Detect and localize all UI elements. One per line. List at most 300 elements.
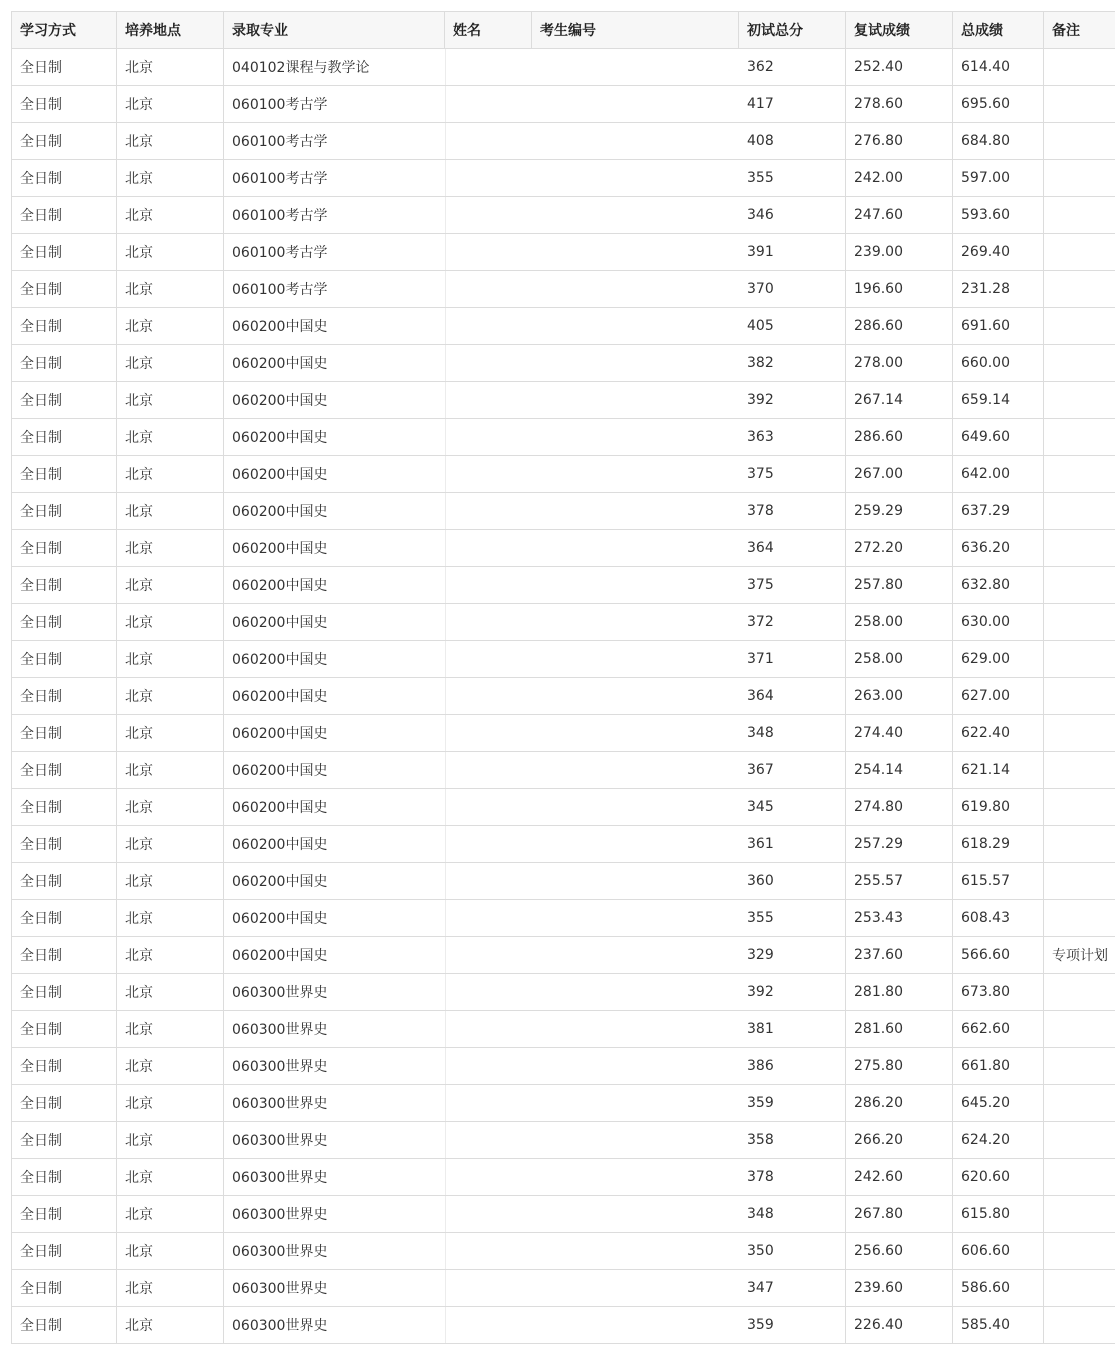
cell-name bbox=[445, 493, 532, 529]
table-row bbox=[11, 234, 1115, 271]
cell-major: 060100考古学 bbox=[232, 208, 328, 224]
cell-candidate-id bbox=[532, 123, 739, 159]
cell-remarks bbox=[1044, 123, 1115, 159]
cell-study-mode: 全日制 bbox=[11, 604, 117, 640]
cell-total-score: 585.40 bbox=[953, 1307, 1044, 1343]
cell-major: 060200中国史 bbox=[232, 800, 328, 816]
cell-initial-score: 405 bbox=[739, 308, 846, 344]
cell-retest-score: 263.00 bbox=[846, 678, 953, 714]
cell-initial-score: 417 bbox=[739, 86, 846, 122]
cell-name bbox=[445, 1196, 532, 1232]
cell-study-mode: 全日制 bbox=[11, 752, 117, 788]
cell-name bbox=[445, 974, 532, 1010]
table-row bbox=[11, 308, 1115, 345]
cell-total-score: 630.00 bbox=[953, 604, 1044, 640]
cell-study-mode: 全日制 bbox=[11, 1233, 117, 1269]
cell-remarks bbox=[1044, 715, 1115, 751]
cell-retest-score: 267.80 bbox=[846, 1196, 953, 1232]
cell-initial-score: 372 bbox=[739, 604, 846, 640]
cell-candidate-id bbox=[532, 641, 739, 677]
cell-retest-score: 253.43 bbox=[846, 900, 953, 936]
cell-study-mode: 全日制 bbox=[11, 937, 117, 973]
cell-total-score: 231.28 bbox=[953, 271, 1044, 307]
cell-major: 060100考古学 bbox=[232, 171, 328, 187]
cell-study-mode: 全日制 bbox=[11, 419, 117, 455]
cell-study-mode: 全日制 bbox=[11, 1196, 117, 1232]
cell-candidate-id bbox=[532, 86, 739, 122]
cell-major: 060200中国史 bbox=[232, 948, 328, 964]
cell-name bbox=[445, 604, 532, 640]
cell-total-score: 618.29 bbox=[953, 826, 1044, 862]
cell-total-score: 622.40 bbox=[953, 715, 1044, 751]
cell-location: 北京 bbox=[117, 1196, 224, 1232]
header-candidate-id: 考生编号 bbox=[532, 12, 739, 48]
cell-initial-score: 360 bbox=[739, 863, 846, 899]
cell-major: 060200中国史 bbox=[232, 911, 328, 927]
cell-location: 北京 bbox=[117, 197, 224, 233]
cell-location: 北京 bbox=[117, 49, 224, 85]
cell-major: 060300世界史 bbox=[232, 1059, 328, 1075]
cell-candidate-id bbox=[532, 1011, 739, 1047]
cell-study-mode: 全日制 bbox=[11, 1011, 117, 1047]
cell-study-mode: 全日制 bbox=[11, 234, 117, 270]
table-row bbox=[11, 1307, 1115, 1344]
cell-total-score: 645.20 bbox=[953, 1085, 1044, 1121]
cell-initial-score: 378 bbox=[739, 493, 846, 529]
cell-remarks bbox=[1044, 1196, 1115, 1232]
cell-candidate-id bbox=[532, 1122, 739, 1158]
cell-location: 北京 bbox=[117, 1122, 224, 1158]
cell-study-mode: 全日制 bbox=[11, 678, 117, 714]
cell-location: 北京 bbox=[117, 160, 224, 196]
cell-retest-score: 256.60 bbox=[846, 1233, 953, 1269]
cell-remarks bbox=[1044, 1085, 1115, 1121]
cell-name bbox=[445, 456, 532, 492]
cell-location: 北京 bbox=[117, 86, 224, 122]
cell-location: 北京 bbox=[117, 345, 224, 381]
cell-major: 060200中国史 bbox=[232, 541, 328, 557]
cell-retest-score: 281.60 bbox=[846, 1011, 953, 1047]
cell-retest-score: 274.80 bbox=[846, 789, 953, 825]
cell-remarks bbox=[1044, 1011, 1115, 1047]
cell-candidate-id bbox=[532, 271, 739, 307]
cell-candidate-id bbox=[532, 678, 739, 714]
table-row bbox=[11, 715, 1115, 752]
header-major: 录取专业 bbox=[224, 12, 445, 48]
table-row bbox=[11, 345, 1115, 382]
cell-candidate-id bbox=[532, 345, 739, 381]
cell-remarks bbox=[1044, 900, 1115, 936]
cell-retest-score: 275.80 bbox=[846, 1048, 953, 1084]
cell-total-score: 608.43 bbox=[953, 900, 1044, 936]
cell-retest-score: 286.20 bbox=[846, 1085, 953, 1121]
cell-initial-score: 361 bbox=[739, 826, 846, 862]
cell-location: 北京 bbox=[117, 789, 224, 825]
cell-total-score: 621.14 bbox=[953, 752, 1044, 788]
cell-remarks bbox=[1044, 382, 1115, 418]
cell-study-mode: 全日制 bbox=[11, 456, 117, 492]
cell-total-score: 660.00 bbox=[953, 345, 1044, 381]
cell-name bbox=[445, 1270, 532, 1306]
cell-initial-score: 392 bbox=[739, 974, 846, 1010]
cell-remarks bbox=[1044, 974, 1115, 1010]
table-row bbox=[11, 49, 1115, 86]
cell-retest-score: 258.00 bbox=[846, 641, 953, 677]
cell-study-mode: 全日制 bbox=[11, 974, 117, 1010]
cell-candidate-id bbox=[532, 1159, 739, 1195]
cell-major: 060200中国史 bbox=[232, 319, 328, 335]
cell-initial-score: 358 bbox=[739, 1122, 846, 1158]
cell-location: 北京 bbox=[117, 715, 224, 751]
cell-remarks bbox=[1044, 1122, 1115, 1158]
cell-total-score: 620.60 bbox=[953, 1159, 1044, 1195]
cell-remarks bbox=[1044, 1270, 1115, 1306]
cell-study-mode: 全日制 bbox=[11, 863, 117, 899]
cell-major: 060200中国史 bbox=[232, 504, 328, 520]
cell-initial-score: 329 bbox=[739, 937, 846, 973]
cell-total-score: 632.80 bbox=[953, 567, 1044, 603]
cell-total-score: 637.29 bbox=[953, 493, 1044, 529]
cell-location: 北京 bbox=[117, 1270, 224, 1306]
cell-retest-score: 286.60 bbox=[846, 308, 953, 344]
cell-location: 北京 bbox=[117, 752, 224, 788]
cell-location: 北京 bbox=[117, 493, 224, 529]
cell-initial-score: 382 bbox=[739, 345, 846, 381]
cell-retest-score: 272.20 bbox=[846, 530, 953, 566]
cell-study-mode: 全日制 bbox=[11, 1048, 117, 1084]
cell-major: 060200中国史 bbox=[232, 356, 328, 372]
admission-table bbox=[11, 11, 1115, 1344]
cell-study-mode: 全日制 bbox=[11, 567, 117, 603]
cell-candidate-id bbox=[532, 493, 739, 529]
table-row bbox=[11, 678, 1115, 715]
cell-initial-score: 381 bbox=[739, 1011, 846, 1047]
table-row bbox=[11, 493, 1115, 530]
cell-major: 060200中国史 bbox=[232, 615, 328, 631]
cell-major: 060300世界史 bbox=[232, 1318, 328, 1334]
cell-initial-score: 386 bbox=[739, 1048, 846, 1084]
table-row bbox=[11, 86, 1115, 123]
cell-initial-score: 370 bbox=[739, 271, 846, 307]
cell-candidate-id bbox=[532, 160, 739, 196]
cell-name bbox=[445, 1085, 532, 1121]
cell-total-score: 642.00 bbox=[953, 456, 1044, 492]
cell-total-score: 662.60 bbox=[953, 1011, 1044, 1047]
cell-candidate-id bbox=[532, 863, 739, 899]
cell-candidate-id bbox=[532, 715, 739, 751]
cell-name bbox=[445, 715, 532, 751]
cell-study-mode: 全日制 bbox=[11, 382, 117, 418]
cell-candidate-id bbox=[532, 604, 739, 640]
cell-remarks bbox=[1044, 567, 1115, 603]
cell-remarks bbox=[1044, 826, 1115, 862]
cell-location: 北京 bbox=[117, 419, 224, 455]
cell-retest-score: 252.40 bbox=[846, 49, 953, 85]
cell-candidate-id bbox=[532, 752, 739, 788]
cell-candidate-id bbox=[532, 308, 739, 344]
cell-remarks bbox=[1044, 197, 1115, 233]
cell-candidate-id bbox=[532, 826, 739, 862]
table-row bbox=[11, 604, 1115, 641]
cell-name bbox=[445, 271, 532, 307]
header-study-mode: 学习方式 bbox=[11, 12, 117, 48]
cell-name bbox=[445, 678, 532, 714]
cell-initial-score: 348 bbox=[739, 715, 846, 751]
cell-retest-score: 257.29 bbox=[846, 826, 953, 862]
table-row bbox=[11, 567, 1115, 604]
cell-total-score: 615.57 bbox=[953, 863, 1044, 899]
cell-remarks bbox=[1044, 345, 1115, 381]
cell-study-mode: 全日制 bbox=[11, 197, 117, 233]
cell-retest-score: 196.60 bbox=[846, 271, 953, 307]
cell-major: 060300世界史 bbox=[232, 1096, 328, 1112]
header-total-score: 总成绩 bbox=[953, 12, 1044, 48]
cell-retest-score: 258.00 bbox=[846, 604, 953, 640]
cell-major: 060200中国史 bbox=[232, 726, 328, 742]
cell-remarks bbox=[1044, 1307, 1115, 1343]
cell-major: 060200中国史 bbox=[232, 393, 328, 409]
cell-total-score: 624.20 bbox=[953, 1122, 1044, 1158]
cell-candidate-id bbox=[532, 530, 739, 566]
cell-location: 北京 bbox=[117, 826, 224, 862]
table-row bbox=[11, 789, 1115, 826]
cell-remarks bbox=[1044, 678, 1115, 714]
cell-total-score: 615.80 bbox=[953, 1196, 1044, 1232]
cell-retest-score: 237.60 bbox=[846, 937, 953, 973]
cell-total-score: 684.80 bbox=[953, 123, 1044, 159]
cell-remarks bbox=[1044, 1048, 1115, 1084]
cell-name bbox=[445, 1011, 532, 1047]
cell-initial-score: 363 bbox=[739, 419, 846, 455]
cell-study-mode: 全日制 bbox=[11, 826, 117, 862]
cell-name bbox=[445, 1233, 532, 1269]
cell-name bbox=[445, 567, 532, 603]
cell-major: 060100考古学 bbox=[232, 245, 328, 261]
cell-remarks bbox=[1044, 160, 1115, 196]
cell-location: 北京 bbox=[117, 567, 224, 603]
cell-major: 060300世界史 bbox=[232, 1244, 328, 1260]
cell-initial-score: 375 bbox=[739, 567, 846, 603]
cell-remarks bbox=[1044, 234, 1115, 270]
cell-location: 北京 bbox=[117, 1307, 224, 1343]
table-row bbox=[11, 419, 1115, 456]
cell-name bbox=[445, 1122, 532, 1158]
cell-total-score: 636.20 bbox=[953, 530, 1044, 566]
cell-major: 060300世界史 bbox=[232, 1022, 328, 1038]
cell-retest-score: 267.00 bbox=[846, 456, 953, 492]
cell-major: 040102课程与教学论 bbox=[232, 60, 370, 76]
table-row bbox=[11, 197, 1115, 234]
cell-location: 北京 bbox=[117, 937, 224, 973]
cell-candidate-id bbox=[532, 1233, 739, 1269]
cell-major: 060100考古学 bbox=[232, 134, 328, 150]
cell-study-mode: 全日制 bbox=[11, 641, 117, 677]
cell-study-mode: 全日制 bbox=[11, 530, 117, 566]
cell-study-mode: 全日制 bbox=[11, 123, 117, 159]
cell-retest-score: 254.14 bbox=[846, 752, 953, 788]
cell-total-score: 269.40 bbox=[953, 234, 1044, 270]
cell-retest-score: 281.80 bbox=[846, 974, 953, 1010]
cell-location: 北京 bbox=[117, 863, 224, 899]
table-body bbox=[11, 49, 1115, 1344]
cell-location: 北京 bbox=[117, 234, 224, 270]
cell-major: 060300世界史 bbox=[232, 1281, 328, 1297]
cell-candidate-id bbox=[532, 1085, 739, 1121]
table-row bbox=[11, 1048, 1115, 1085]
table-row bbox=[11, 1159, 1115, 1196]
cell-name bbox=[445, 530, 532, 566]
cell-location: 北京 bbox=[117, 382, 224, 418]
cell-initial-score: 359 bbox=[739, 1307, 846, 1343]
cell-retest-score: 239.00 bbox=[846, 234, 953, 270]
cell-location: 北京 bbox=[117, 530, 224, 566]
cell-retest-score: 226.40 bbox=[846, 1307, 953, 1343]
cell-candidate-id bbox=[532, 456, 739, 492]
table-row bbox=[11, 900, 1115, 937]
cell-major: 060200中国史 bbox=[232, 874, 328, 890]
cell-study-mode: 全日制 bbox=[11, 308, 117, 344]
table-row bbox=[11, 752, 1115, 789]
table-row bbox=[11, 863, 1115, 900]
cell-remarks bbox=[1044, 493, 1115, 529]
cell-study-mode: 全日制 bbox=[11, 49, 117, 85]
cell-retest-score: 247.60 bbox=[846, 197, 953, 233]
cell-initial-score: 345 bbox=[739, 789, 846, 825]
cell-name bbox=[445, 308, 532, 344]
cell-study-mode: 全日制 bbox=[11, 160, 117, 196]
table-row bbox=[11, 271, 1115, 308]
cell-retest-score: 267.14 bbox=[846, 382, 953, 418]
cell-initial-score: 347 bbox=[739, 1270, 846, 1306]
cell-total-score: 606.60 bbox=[953, 1233, 1044, 1269]
table-row bbox=[11, 1196, 1115, 1233]
cell-retest-score: 266.20 bbox=[846, 1122, 953, 1158]
cell-location: 北京 bbox=[117, 1011, 224, 1047]
cell-location: 北京 bbox=[117, 604, 224, 640]
header-retest-score: 复试成绩 bbox=[846, 12, 953, 48]
cell-total-score: 593.60 bbox=[953, 197, 1044, 233]
cell-study-mode: 全日制 bbox=[11, 1159, 117, 1195]
cell-initial-score: 359 bbox=[739, 1085, 846, 1121]
cell-remarks bbox=[1044, 752, 1115, 788]
cell-total-score: 659.14 bbox=[953, 382, 1044, 418]
cell-name bbox=[445, 900, 532, 936]
cell-location: 北京 bbox=[117, 308, 224, 344]
cell-major: 060200中国史 bbox=[232, 430, 328, 446]
cell-candidate-id bbox=[532, 1048, 739, 1084]
cell-retest-score: 259.29 bbox=[846, 493, 953, 529]
table-row bbox=[11, 123, 1115, 160]
cell-initial-score: 348 bbox=[739, 1196, 846, 1232]
cell-name bbox=[445, 160, 532, 196]
cell-location: 北京 bbox=[117, 678, 224, 714]
cell-remarks bbox=[1044, 49, 1115, 85]
cell-candidate-id bbox=[532, 1270, 739, 1306]
cell-remarks: 专项计划 bbox=[1052, 948, 1108, 964]
cell-retest-score: 274.40 bbox=[846, 715, 953, 751]
table-row bbox=[11, 1122, 1115, 1159]
cell-initial-score: 391 bbox=[739, 234, 846, 270]
cell-major: 060100考古学 bbox=[232, 282, 328, 298]
cell-name bbox=[445, 234, 532, 270]
cell-total-score: 597.00 bbox=[953, 160, 1044, 196]
cell-retest-score: 239.60 bbox=[846, 1270, 953, 1306]
cell-name bbox=[445, 826, 532, 862]
table-row bbox=[11, 974, 1115, 1011]
cell-total-score: 586.60 bbox=[953, 1270, 1044, 1306]
cell-major: 060200中国史 bbox=[232, 689, 328, 705]
cell-candidate-id bbox=[532, 234, 739, 270]
cell-initial-score: 355 bbox=[739, 900, 846, 936]
cell-initial-score: 350 bbox=[739, 1233, 846, 1269]
cell-name bbox=[445, 123, 532, 159]
cell-major: 060200中国史 bbox=[232, 578, 328, 594]
cell-name bbox=[445, 752, 532, 788]
cell-retest-score: 255.57 bbox=[846, 863, 953, 899]
cell-candidate-id bbox=[532, 382, 739, 418]
cell-remarks bbox=[1044, 271, 1115, 307]
cell-total-score: 614.40 bbox=[953, 49, 1044, 85]
header-name: 姓名 bbox=[445, 12, 532, 48]
cell-remarks bbox=[1044, 863, 1115, 899]
table-row bbox=[11, 1085, 1115, 1122]
cell-retest-score: 278.00 bbox=[846, 345, 953, 381]
cell-remarks bbox=[1044, 456, 1115, 492]
cell-study-mode: 全日制 bbox=[11, 1307, 117, 1343]
cell-candidate-id bbox=[532, 900, 739, 936]
cell-retest-score: 286.60 bbox=[846, 419, 953, 455]
cell-name bbox=[445, 382, 532, 418]
cell-total-score: 619.80 bbox=[953, 789, 1044, 825]
header-remarks: 备注 bbox=[1052, 23, 1080, 39]
cell-name bbox=[445, 863, 532, 899]
cell-total-score: 691.60 bbox=[953, 308, 1044, 344]
cell-remarks bbox=[1044, 604, 1115, 640]
cell-initial-score: 346 bbox=[739, 197, 846, 233]
cell-location: 北京 bbox=[117, 900, 224, 936]
cell-remarks bbox=[1044, 530, 1115, 566]
cell-study-mode: 全日制 bbox=[11, 1270, 117, 1306]
cell-name bbox=[445, 789, 532, 825]
cell-candidate-id bbox=[532, 567, 739, 603]
cell-location: 北京 bbox=[117, 1048, 224, 1084]
cell-total-score: 673.80 bbox=[953, 974, 1044, 1010]
cell-major: 060300世界史 bbox=[232, 1133, 328, 1149]
cell-initial-score: 375 bbox=[739, 456, 846, 492]
cell-retest-score: 242.60 bbox=[846, 1159, 953, 1195]
header-initial-score: 初试总分 bbox=[739, 12, 846, 48]
cell-name bbox=[445, 1048, 532, 1084]
header-location: 培养地点 bbox=[117, 12, 224, 48]
cell-total-score: 627.00 bbox=[953, 678, 1044, 714]
cell-major: 060300世界史 bbox=[232, 985, 328, 1001]
cell-study-mode: 全日制 bbox=[11, 715, 117, 751]
cell-remarks bbox=[1044, 308, 1115, 344]
cell-name bbox=[445, 86, 532, 122]
cell-name bbox=[445, 937, 532, 973]
cell-candidate-id bbox=[532, 419, 739, 455]
cell-candidate-id bbox=[532, 789, 739, 825]
cell-remarks bbox=[1044, 1233, 1115, 1269]
cell-initial-score: 362 bbox=[739, 49, 846, 85]
cell-major: 060200中国史 bbox=[232, 652, 328, 668]
cell-initial-score: 364 bbox=[739, 678, 846, 714]
cell-candidate-id bbox=[532, 1196, 739, 1232]
cell-study-mode: 全日制 bbox=[11, 345, 117, 381]
cell-candidate-id bbox=[532, 1307, 739, 1343]
cell-candidate-id bbox=[532, 197, 739, 233]
cell-initial-score: 392 bbox=[739, 382, 846, 418]
